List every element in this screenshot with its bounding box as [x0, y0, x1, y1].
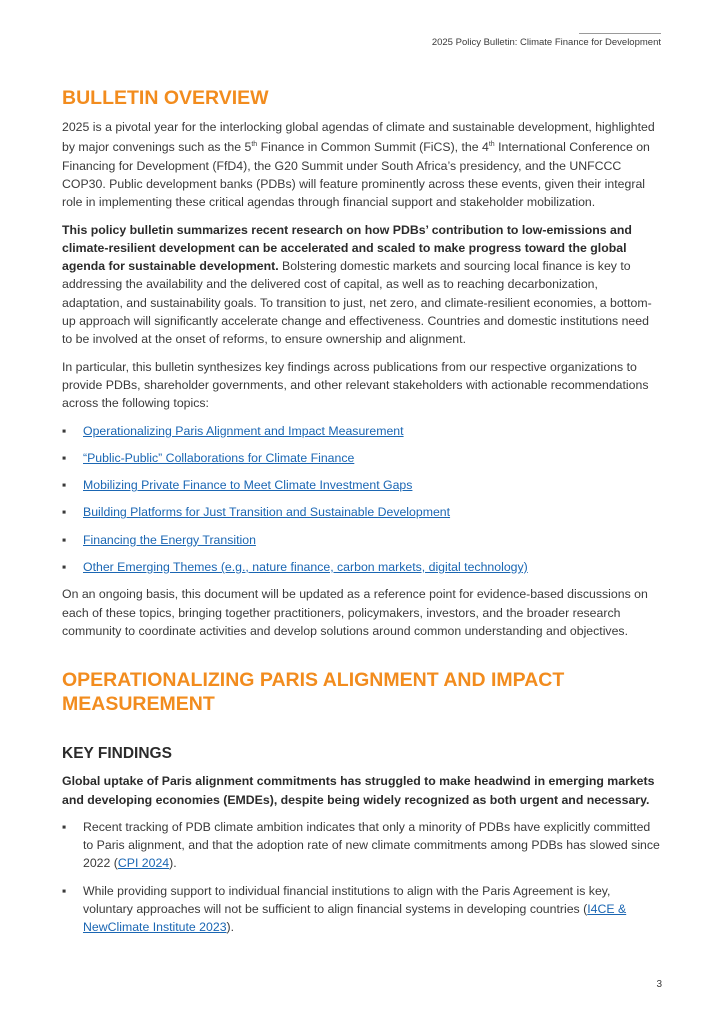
topic-link-emerging-themes[interactable]: Other Emerging Themes (e.g., nature finance, carbon markets, digital technology): [83, 560, 528, 575]
list-item: [62, 449, 662, 467]
header-rule: [579, 33, 661, 34]
overview-paragraph-2: This policy bulletin summarizes recent research on how PDBs’ contribution to low-emissions and climate-resilient development can be accelerated and scaled to make progress toward the global agenda for sustainable development. Bolstering domestic markets and sourcing local finance is key to addressing the availability and the delivered cost of capital, as well as to reaching decarbonization, adaptation, and sustainability goals. To transition to just, net zero, and climate-resilient economies, a bottom-up approach will significantly accelerate change and effectiveness. Countries and domestic institutions need to be involved at the onset of reforms, to ensure ownership and alignment.: [62, 222, 652, 347]
findings-list: [62, 818, 662, 937]
list-item: [62, 422, 662, 440]
citation-link-cpi-2024[interactable]: CPI 2024: [117, 856, 170, 871]
subheading-key-findings: KEY FINDINGS: [62, 745, 172, 763]
list-item: ▪ While providing support to individual financial institutions to align with the Paris Agreement is key, voluntary approaches will not be sufficient to align financial systems in developing countries (I4CE & NewClimate Institute 2023).: [62, 883, 627, 935]
bullet-icon: ▪: [62, 478, 67, 493]
running-header: 2025 Policy Bulletin: Climate Finance for Development: [431, 37, 661, 48]
page-number: 3: [656, 979, 662, 990]
topic-link-private-finance[interactable]: Mobilizing Private Finance to Meet Climate Investment Gaps: [83, 478, 413, 493]
bullet-icon: ▪: [62, 450, 67, 465]
topic-link-paris-alignment[interactable]: Operationalizing Paris Alignment and Impact Measurement: [83, 423, 404, 438]
topic-list: [62, 422, 662, 577]
key-findings-lead: Global uptake of Paris alignment commitments has struggled to make headwind in emerging markets and developing economies (EMDEs), despite being widely recognized as both urgent and necessary.: [62, 774, 655, 807]
overview-paragraph-1: 2025 is a pivotal year for the interlocking global agendas of climate and sustainable development, highlighted by major convenings such as the 5th Finance in Common Summit (FiCS), the 4th International Conference on Financing for Development (FfD4), the G20 Summit under South Africa’s presidency, and the UNFCCC COP30. Public development banks (PDBs) will feature prominently across these events, given their integral role in implementing these critical agendas through financial support and stakeholder mobilization.: [62, 120, 655, 210]
bullet-icon: ▪: [62, 423, 67, 438]
overview-bold-lead: This policy bulletin summarizes recent research on how PDBs’ contribution to low-emissions and climate-resilient development can be accelerated and scaled to make progress toward the global agenda for sustainable development.: [62, 222, 632, 274]
section-heading-paris-alignment: OPERATIONALIZING PARIS ALIGNMENT AND IMPACT MEASUREMENT: [62, 669, 565, 716]
overview-paragraph-3: In particular, this bulletin synthesizes key findings across publications from our respective organizations to provide PDBs, shareholder governments, and other relevant stakeholders with actionable recommendations across the following topics:: [62, 359, 649, 411]
bullet-icon: ▪: [62, 819, 67, 834]
topic-link-public-public[interactable]: “Public-Public” Collaborations for Climate Finance: [83, 450, 355, 465]
overview-paragraph-4: On an ongoing basis, this document will be updated as a reference point for evidence-based discussions on each of these topics, bringing together practitioners, policymakers, investors, and the broader research community to coordinate activities and develop solutions around common understanding and objectives.: [62, 587, 648, 638]
topic-link-energy-transition[interactable]: Financing the Energy Transition: [83, 532, 256, 547]
bullet-icon: ▪: [62, 532, 67, 547]
citation-link-i4ce-newclimate[interactable]: I4CE & NewClimate Institute 2023: [83, 902, 627, 935]
bullet-icon: ▪: [62, 505, 67, 520]
bullet-icon: ▪: [62, 883, 67, 898]
list-item: [62, 531, 662, 549]
page-content: [62, 86, 662, 937]
list-item: [62, 476, 662, 494]
list-item: [62, 503, 662, 521]
list-item: ▪ Recent tracking of PDB climate ambition indicates that only a minority of PDBs have explicitly committed to Paris alignment, and that the adoption rate of new climate commitments among PDBs has slowed since 2022 (CPI 2024).: [62, 819, 660, 871]
section-heading-overview: BULLETIN OVERVIEW: [62, 87, 269, 109]
list-item: [62, 558, 662, 576]
bullet-icon: ▪: [62, 560, 67, 575]
topic-link-just-transition[interactable]: Building Platforms for Just Transition and Sustainable Development: [83, 505, 451, 520]
